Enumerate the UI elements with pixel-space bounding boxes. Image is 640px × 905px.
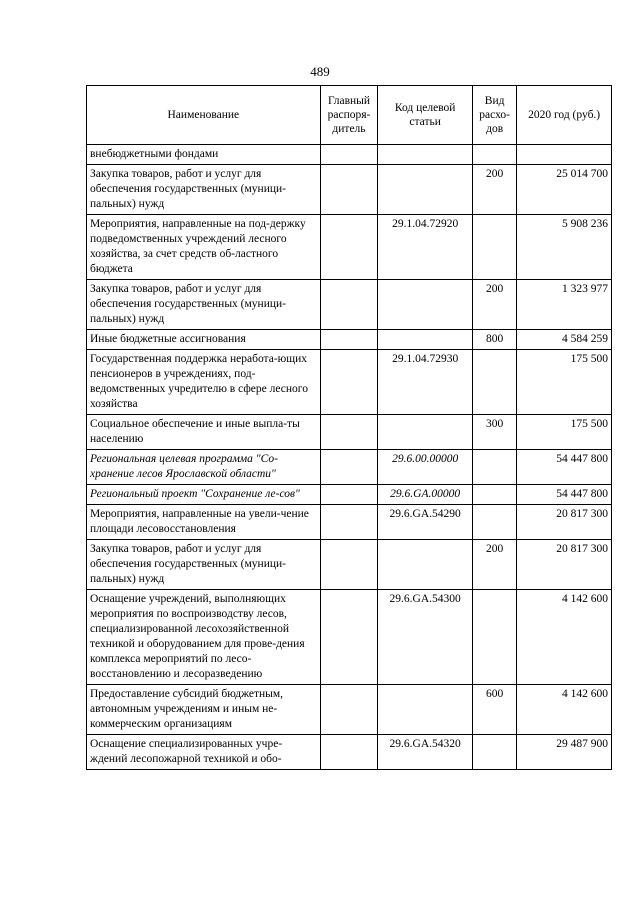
- cell-name: Закупка товаров, работ и услуг для обеспечения государственных (муници-пальных) нужд: [87, 280, 321, 330]
- table-row: [87, 145, 612, 165]
- cell-code: 29.1.04.72920: [378, 215, 473, 280]
- cell-admin: [320, 540, 378, 590]
- cell-name: Государственная поддержка неработа-ющих пенсионеров в учреждениях, под-ведомственных учредителю в сфере лесного хозяйства: [87, 350, 321, 415]
- table-row: [87, 280, 612, 330]
- cell-admin: [320, 590, 378, 685]
- cell-amount: 175 500: [517, 350, 612, 415]
- header-admin: Главный распоря-дитель: [320, 86, 378, 145]
- cell-code: [378, 280, 473, 330]
- cell-admin: [320, 685, 378, 735]
- cell-kind: 200: [473, 280, 517, 330]
- table-row: [87, 330, 612, 350]
- cell-kind: [473, 485, 517, 505]
- cell-admin: [320, 215, 378, 280]
- cell-kind: [473, 450, 517, 485]
- cell-amount: 29 487 900: [517, 735, 612, 770]
- cell-admin: [320, 485, 378, 505]
- cell-code: [378, 330, 473, 350]
- table-row: [87, 415, 612, 450]
- cell-admin: [320, 505, 378, 540]
- table-body: [87, 145, 612, 770]
- cell-name: Предоставление субсидий бюджетным, автономным учреждениям и иным не-коммерческим организациям: [87, 685, 321, 735]
- cell-amount: 20 817 300: [517, 505, 612, 540]
- cell-kind: [473, 735, 517, 770]
- budget-table: [86, 85, 612, 770]
- cell-kind: [473, 350, 517, 415]
- cell-admin: [320, 330, 378, 350]
- cell-code: 29.6.GA.54320: [378, 735, 473, 770]
- table-row: [87, 590, 612, 685]
- cell-name: Иные бюджетные ассигнования: [87, 330, 321, 350]
- cell-code: [378, 685, 473, 735]
- cell-amount: [517, 145, 612, 165]
- table-row: [87, 450, 612, 485]
- cell-admin: [320, 145, 378, 165]
- cell-code: [378, 145, 473, 165]
- cell-code: 29.1.04.72930: [378, 350, 473, 415]
- cell-amount: 4 142 600: [517, 685, 612, 735]
- cell-amount: 20 817 300: [517, 540, 612, 590]
- cell-kind: [473, 505, 517, 540]
- table-row: [87, 350, 612, 415]
- cell-kind: 800: [473, 330, 517, 350]
- cell-amount: 54 447 800: [517, 485, 612, 505]
- cell-name: внебюджетными фондами: [87, 145, 321, 165]
- cell-code: 29.6.00.00000: [378, 450, 473, 485]
- cell-name: Оснащение специализированных учре-ждений лесопожарной техникой и обо-: [87, 735, 321, 770]
- cell-kind: [473, 215, 517, 280]
- cell-amount: 4 584 259: [517, 330, 612, 350]
- cell-kind: 200: [473, 540, 517, 590]
- cell-admin: [320, 415, 378, 450]
- cell-kind: 600: [473, 685, 517, 735]
- cell-name: Оснащение учреждений, выполняющих мероприятия по воспроизводству лесов, специализированной лесохозяйственной техникой и оборудованием для прове-дения комплекса мероприятий по лесо-восстановлению и лесоразведению: [87, 590, 321, 685]
- cell-admin: [320, 450, 378, 485]
- cell-code: 29.6.GA.54300: [378, 590, 473, 685]
- table-row: [87, 505, 612, 540]
- cell-name: Закупка товаров, работ и услуг для обеспечения государственных (муници-пальных) нужд: [87, 165, 321, 215]
- cell-kind: 300: [473, 415, 517, 450]
- cell-admin: [320, 350, 378, 415]
- cell-kind: [473, 590, 517, 685]
- cell-kind: [473, 145, 517, 165]
- cell-admin: [320, 165, 378, 215]
- cell-code: [378, 165, 473, 215]
- page-number: 489: [310, 64, 330, 79]
- table-header-row: [87, 86, 612, 145]
- cell-name: Региональный проект "Сохранение ле-сов": [87, 485, 321, 505]
- cell-admin: [320, 280, 378, 330]
- cell-name: Социальное обеспечение и иные выпла-ты населению: [87, 415, 321, 450]
- cell-amount: 25 014 700: [517, 165, 612, 215]
- cell-amount: 1 323 977: [517, 280, 612, 330]
- table-row: [87, 215, 612, 280]
- table-row: [87, 685, 612, 735]
- header-name: Наименование: [87, 86, 321, 145]
- cell-name: Мероприятия, направленные на увели-чение площади лесовосстановления: [87, 505, 321, 540]
- cell-amount: 4 142 600: [517, 590, 612, 685]
- cell-code: 29.6.GA.00000: [378, 485, 473, 505]
- cell-admin: [320, 735, 378, 770]
- cell-amount: 175 500: [517, 415, 612, 450]
- table-row: [87, 165, 612, 215]
- table-row: [87, 485, 612, 505]
- table-row: [87, 540, 612, 590]
- cell-amount: 5 908 236: [517, 215, 612, 280]
- cell-code: [378, 415, 473, 450]
- cell-amount: 54 447 800: [517, 450, 612, 485]
- cell-name: Региональная целевая программа "Со-хранение лесов Ярославской области": [87, 450, 321, 485]
- header-kind: Вид расхо-дов: [473, 86, 517, 145]
- header-amount: 2020 год (руб.): [517, 86, 612, 145]
- table-row: [87, 735, 612, 770]
- cell-name: Закупка товаров, работ и услуг для обеспечения государственных (муници-пальных) нужд: [87, 540, 321, 590]
- cell-name: Мероприятия, направленные на под-держку подведомственных учреждений лесного хозяйства, за счет средств об-ластного бюджета: [87, 215, 321, 280]
- cell-kind: 200: [473, 165, 517, 215]
- header-code: Код целевой статьи: [378, 86, 473, 145]
- cell-code: [378, 540, 473, 590]
- cell-code: 29.6.GA.54290: [378, 505, 473, 540]
